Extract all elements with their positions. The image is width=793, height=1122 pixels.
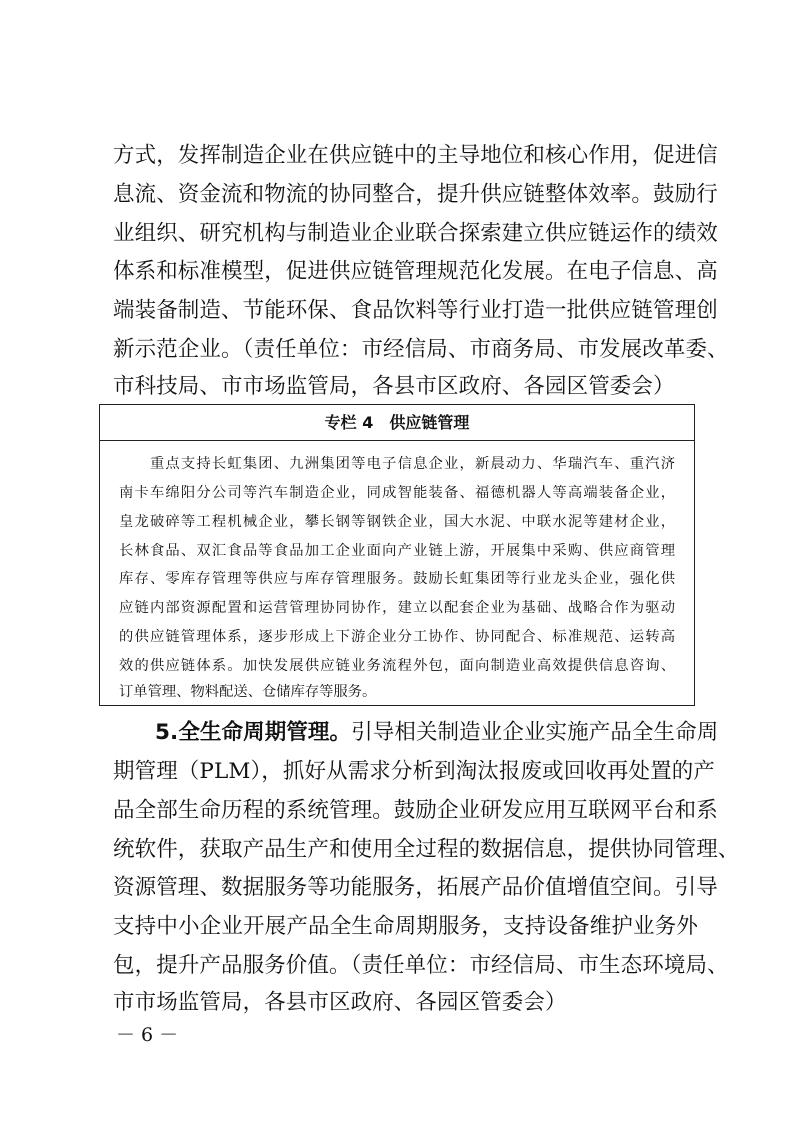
page-number: － 6 － [116,1024,179,1046]
paragraph-2-line: 期管理（PLM），抓好从需求分析到淘汰报废或回收再处置的产 [113,759,715,784]
paragraph-1-line: 市科技局、市市场监管局，各县市区政府、各园区管委会） [113,374,675,399]
paragraph-1-line: 方式，发挥制造企业在供应链中的主导地位和核心作用，促进信 [113,143,718,168]
paragraph-1-line: 体系和标准模型，促进供应链管理规范化发展。在电子信息、高 [113,259,718,284]
paragraph-2-line: 品全部生命历程的系统管理。鼓励企业研发应用互联网平台和系 [113,798,718,823]
column-box-line: 南卡车绵阳分公司等汽车制造企业，同成智能装备、福德机器人等高端装备企业， [119,485,675,501]
paragraph-1-line: 业组织、研究机构与制造业企业联合探索建立供应链运作的绩效 [113,221,718,246]
paragraph-2-line: 市市场监管局，各县市区政府、各园区管委会） [113,990,567,1015]
column-box-line: 效的供应链体系。加快发展供应链业务流程外包，面向制造业高效提供信息咨询、 [119,658,675,674]
column-box-line: 的供应链管理体系，逐步形成上下游企业分工协作、协同配合、标准规范、运转高 [119,629,675,645]
column-box-line: 订单管理、物料配送、仓储库存等服务。 [119,684,377,700]
paragraph-1-line: 息流、资金流和物流的协同整合，提升供应链整体效率。鼓励行 [113,182,718,207]
paragraph-2-line: 统软件，获取产品生产和使用全过程的数据信息，提供协同管理、 [113,837,740,862]
paragraph-2-line: 引导相关制造业企业实施产品全生命周 [351,720,719,745]
paragraph-2-line: 支持中小企业开展产品全生命周期服务，支持设备维护业务外 [113,914,698,939]
paragraph-2-line: 资源管理、数据服务等功能服务，拓展产品价值增值空间。引导 [113,875,718,900]
column-box [99,404,695,706]
column-box-line: 库存、零库存管理等供应与库存管理服务。鼓励长虹集团等行业龙头企业，强化供 [119,571,675,587]
column-box-line: 应链内部资源配置和运营管理协同协作，建立以配套企业为基础、战略合作为驱动 [119,600,675,616]
paragraph-2-first-line [155,713,719,753]
column-box-title: 专栏 4 供应链管理 [100,405,694,441]
column-box-line: 重点支持长虹集团、九洲集团等电子信息企业，新晨动力、华瑞汽车、重汽济 [119,456,675,472]
paragraph-1-line: 端装备制造、节能环保、食品饮料等行业打造一批供应链管理创 [113,298,718,323]
column-box-line: 长林食品、双汇食品等食品加工企业面向产业链上游，开展集中采购、供应商管理 [119,543,675,559]
paragraph-2-line: 包，提升产品服务价值。（责任单位：市经信局、市生态环境局、 [113,953,729,978]
section-heading: 5.全生命周期管理。 [155,720,352,745]
paragraph-1-line: 新示范企业。（责任单位：市经信局、市商务局、市发展改革委、 [113,337,729,362]
column-box-line: 皇龙破碎等工程机械企业，攀长钢等钢铁企业，国大水泥、中联水泥等建材企业， [119,514,675,530]
